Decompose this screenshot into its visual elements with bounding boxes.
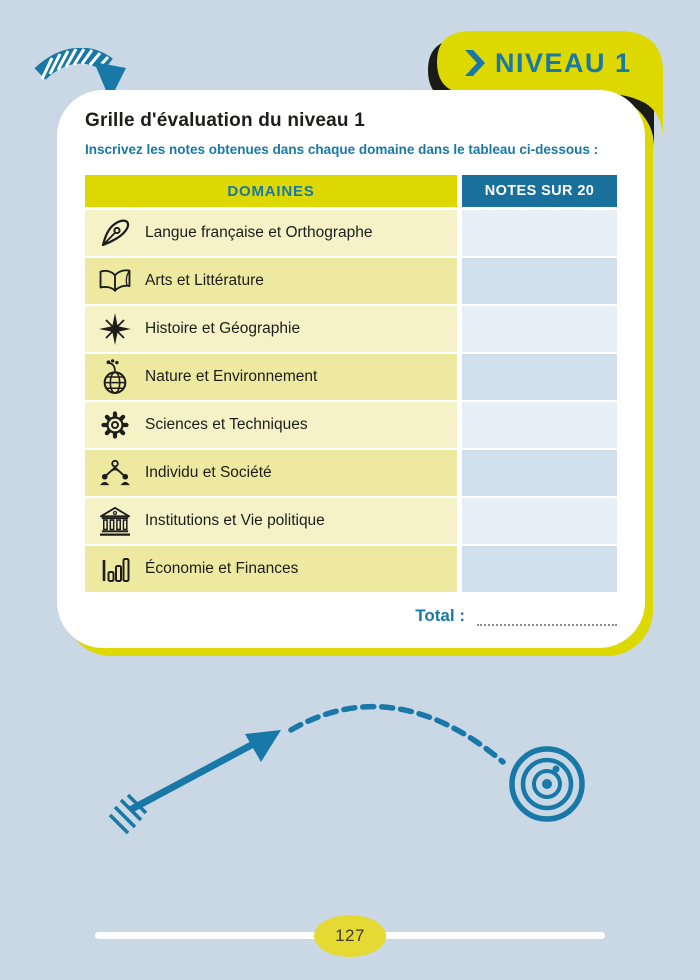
table-row: [85, 258, 617, 304]
note-cell[interactable]: [462, 498, 617, 544]
arrow-target-doodle: [95, 688, 605, 853]
domains-header: DOMAINES: [85, 175, 457, 207]
domain-cell: [85, 498, 457, 544]
level-badge-text: [465, 44, 655, 82]
bank-icon: [97, 501, 133, 541]
domain-label: Individu et Société: [145, 464, 272, 481]
domain-label: Arts et Littérature: [145, 272, 264, 289]
gear-icon: [97, 405, 133, 445]
domain-label: Nature et Environnement: [145, 368, 318, 385]
table-row: [85, 306, 617, 352]
page-number-badge: [314, 915, 386, 957]
note-cell[interactable]: [462, 450, 617, 496]
domain-cell: [85, 306, 457, 352]
note-cell[interactable]: [462, 258, 617, 304]
total-row: [85, 604, 617, 626]
total-label: Total :: [415, 606, 465, 625]
domain-label: Histoire et Géographie: [145, 320, 301, 337]
domain-cell: [85, 402, 457, 448]
people-network-icon: [97, 453, 133, 493]
domain-label: Institutions et Vie politique: [145, 512, 325, 529]
page-subtitle: Inscrivez les notes obtenues dans chaque domaine dans le tableau ci-dessous :: [85, 142, 599, 157]
domain-label: Sciences et Techniques: [145, 416, 308, 433]
table-row: [85, 498, 617, 544]
note-cell[interactable]: [462, 306, 617, 352]
evaluation-table: [85, 175, 617, 592]
note-cell[interactable]: [462, 354, 617, 400]
note-cell[interactable]: [462, 546, 617, 592]
chevron-right-icon: [465, 50, 485, 76]
globe-sprout-icon: [97, 357, 133, 397]
domain-cell: [85, 210, 457, 256]
domain-cell: [85, 450, 457, 496]
compass-rose-icon: [97, 309, 133, 349]
table-row: [85, 354, 617, 400]
domain-label: Langue française et Orthographe: [145, 224, 373, 241]
pen-nib-icon: [97, 213, 133, 253]
level-badge-label: NIVEAU 1: [495, 47, 632, 78]
bar-chart-icon: [97, 549, 133, 589]
table-row: [85, 402, 617, 448]
notes-header: NOTES SUR 20: [462, 175, 617, 207]
table-row: [85, 546, 617, 592]
domain-cell: [85, 354, 457, 400]
note-cell[interactable]: [462, 402, 617, 448]
table-row: [85, 450, 617, 496]
page-title: Grille d'évaluation du niveau 1: [85, 110, 365, 131]
total-input-line[interactable]: [477, 604, 617, 626]
open-book-icon: [97, 261, 133, 301]
table-header-row: [85, 175, 617, 207]
page-number: 127: [335, 926, 365, 945]
note-cell[interactable]: [462, 210, 617, 256]
table-row: [85, 210, 617, 256]
domain-cell: [85, 258, 457, 304]
domain-label: Économie et Finances: [145, 560, 299, 577]
arrow-target-icon: [95, 688, 605, 853]
domain-cell: [85, 546, 457, 592]
